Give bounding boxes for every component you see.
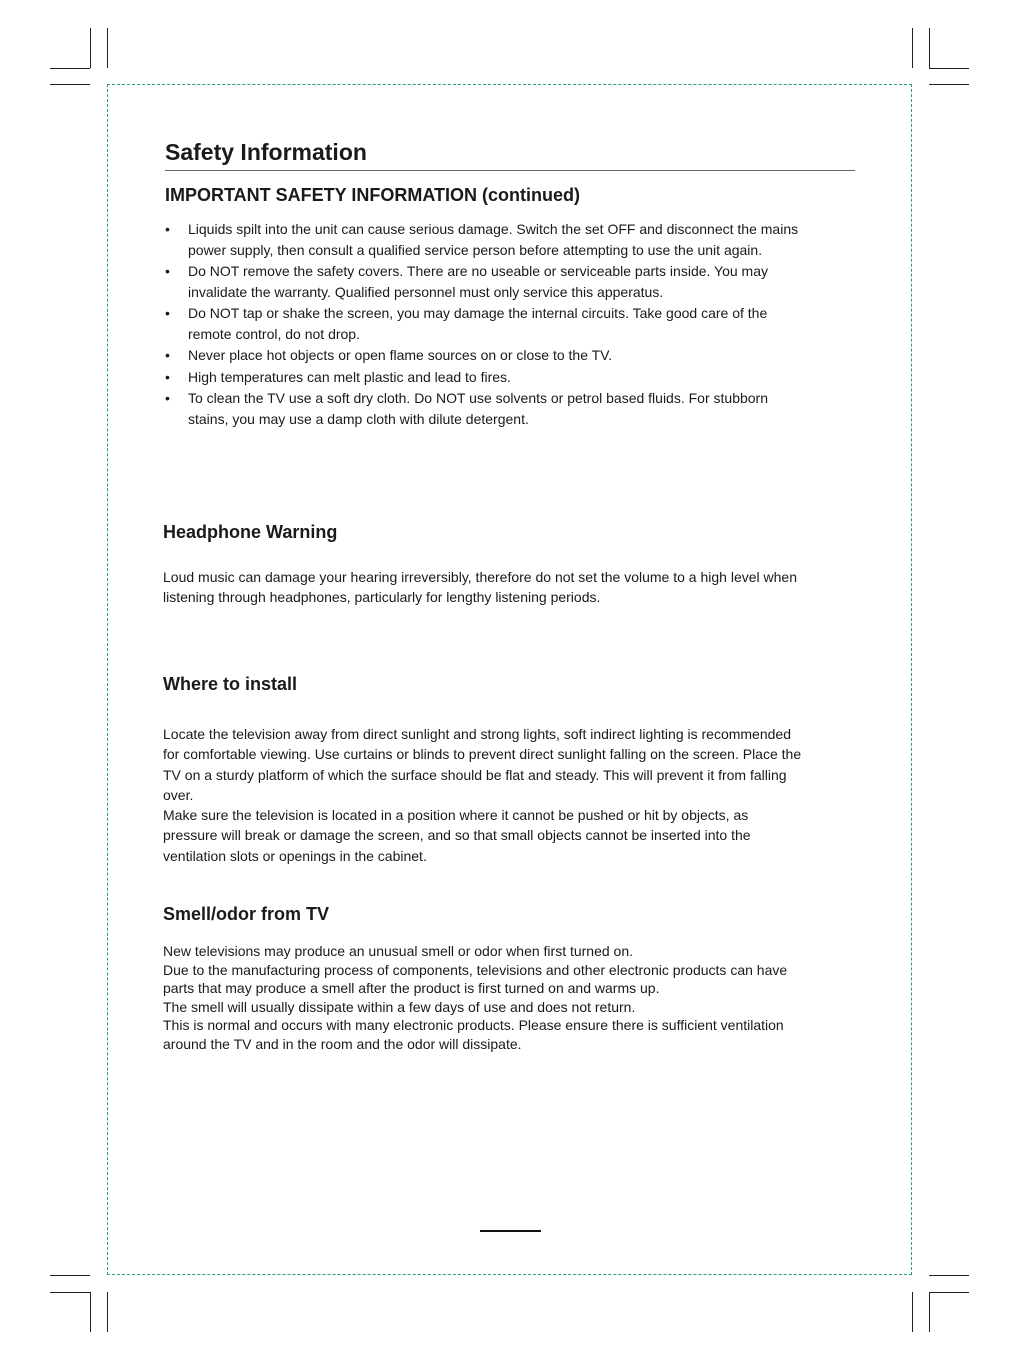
list-item xyxy=(165,261,805,302)
paragraph: Locate the television away from direct sunlight and strong lights, soft indirect lighting is recommended for comfortable viewing. Use curtains or blinds to prevent direct sunlight falling on the screen. Place the TV on a sturdy platform of which the surface should be flat and steady. This will prevent it from falling over. xyxy=(163,726,802,803)
crop-mark xyxy=(50,1275,90,1276)
list-item-text: Do NOT tap or shake the screen, you may damage the internal circuits. Take good care of the remote control, do not drop. xyxy=(188,305,768,342)
smell-odor-heading: Smell/odor from TV xyxy=(163,904,330,924)
list-item xyxy=(165,219,805,260)
bullet-icon: • xyxy=(165,263,170,279)
list-item-text: High temperatures can melt plastic and lead to fires. xyxy=(188,368,511,385)
crop-mark xyxy=(50,1292,90,1293)
crop-mark xyxy=(912,1292,913,1332)
important-safety-heading: IMPORTANT SAFETY INFORMATION (continued) xyxy=(165,185,580,205)
list-item xyxy=(165,367,805,388)
paragraph: The smell will usually dissipate within a few days of use and does not return. xyxy=(163,998,636,1015)
crop-mark xyxy=(50,68,90,69)
crop-mark xyxy=(929,84,969,85)
page-title: Safety Information xyxy=(165,139,367,165)
list-item-text: Never place hot objects or open flame sources on or close to the TV. xyxy=(188,347,613,363)
crop-mark xyxy=(107,1292,108,1332)
crop-mark xyxy=(929,1292,969,1293)
list-item-text: To clean the TV use a soft dry cloth. Do NOT use solvents or petrol based fluids. For stubborn stains, you may use a damp cloth with dilute detergent. xyxy=(188,390,768,427)
crop-mark xyxy=(107,28,108,68)
where-to-install-text xyxy=(163,724,803,866)
list-item-text: Liquids spilt into the unit can cause serious damage. Switch the set OFF and disconnect the mains power supply, then consult a qualified service person before attempting to use the unit again. xyxy=(188,221,799,258)
crop-mark xyxy=(929,68,969,69)
paragraph: Due to the manufacturing process of components, televisions and other electronic products can have parts that may produce a smell after the product is first turned on and warms up. xyxy=(163,961,788,996)
page-number-rule xyxy=(480,1230,541,1232)
crop-mark xyxy=(50,84,90,85)
list-item xyxy=(165,345,805,366)
crop-mark xyxy=(929,1292,930,1332)
crop-mark xyxy=(90,28,91,68)
crop-mark xyxy=(929,1275,969,1276)
bullet-icon: • xyxy=(165,347,170,363)
safety-bullet-list xyxy=(165,219,805,430)
crop-mark xyxy=(912,28,913,68)
bullet-icon: • xyxy=(165,368,170,385)
where-to-install-heading: Where to install xyxy=(163,674,298,694)
crop-mark xyxy=(929,28,930,68)
list-item-text: Do NOT remove the safety covers. There are no useable or serviceable parts inside. You may invalidate the warranty. Qualified personnel must only service this apperatus. xyxy=(188,263,769,300)
paragraph: New televisions may produce an unusual smell or odor when first turned on. xyxy=(163,943,634,959)
headphone-warning-text: Loud music can damage your hearing irreversibly, therefore do not set the volume to a high level when listening through headphones, particularly for lengthy listening periods. xyxy=(163,569,797,606)
title-divider xyxy=(165,170,855,171)
list-item xyxy=(165,303,805,344)
paragraph: Make sure the television is located in a position where it cannot be pushed or hit by objects, as pressure will break or damage the screen, and so that small objects cannot be inserted into the ventilation slots or openings in the cabinet. xyxy=(163,807,751,864)
list-item xyxy=(165,388,805,429)
smell-odor-text xyxy=(163,942,803,1053)
bullet-icon: • xyxy=(165,390,170,406)
headphone-warning-heading: Headphone Warning xyxy=(163,522,338,542)
bullet-icon: • xyxy=(165,305,170,321)
crop-mark xyxy=(90,1292,91,1332)
bullet-icon: • xyxy=(165,221,170,237)
paragraph: This is normal and occurs with many electronic products. Please ensure there is sufficient ventilation around the TV and in the room and the odor will dissipate. xyxy=(163,1017,784,1052)
